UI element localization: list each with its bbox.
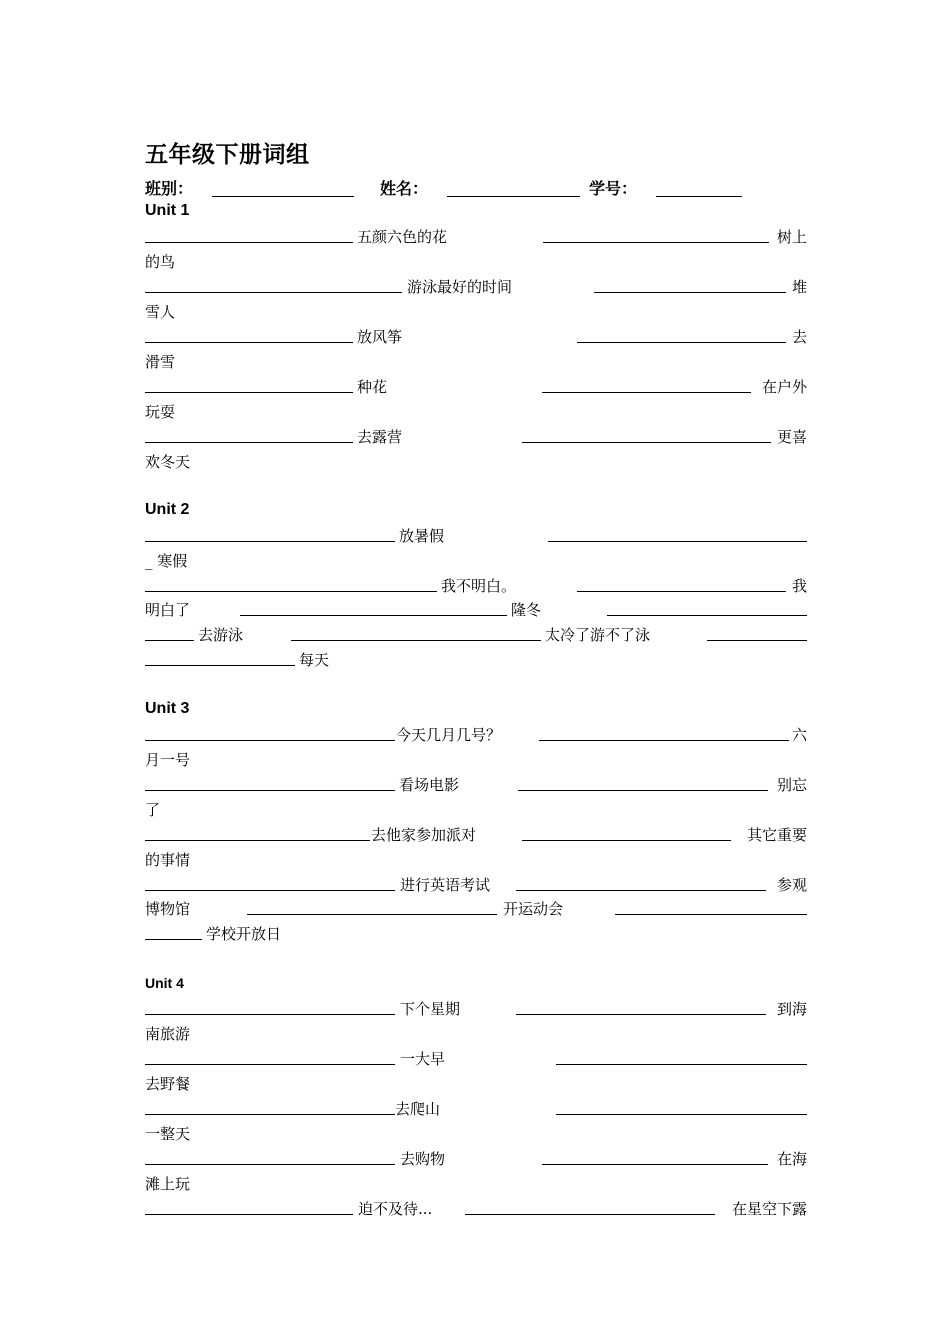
- unit-4-row-8: [145, 1172, 807, 1196]
- unit-1-row-3: [145, 275, 807, 299]
- answer-blank[interactable]: [145, 640, 194, 641]
- answer-blank[interactable]: [548, 541, 807, 542]
- unit-2-row-6: [145, 648, 807, 672]
- unit-4-row-5: [145, 1097, 807, 1121]
- unit-1-row-5: [145, 325, 807, 349]
- phrase: 月一号: [145, 751, 191, 769]
- phrase: 一大早: [400, 1050, 446, 1068]
- unit-4-row-4: [145, 1072, 807, 1096]
- class-blank[interactable]: [212, 196, 354, 197]
- unit-4-row-6: [145, 1122, 807, 1146]
- answer-blank[interactable]: [145, 1214, 353, 1215]
- phrase: 我不明白。: [441, 577, 517, 595]
- name-blank[interactable]: [447, 196, 580, 197]
- phrase: 去: [791, 328, 807, 346]
- phrase: 到海: [776, 1000, 807, 1018]
- answer-blank[interactable]: [516, 890, 766, 891]
- phrase: 南旅游: [145, 1025, 191, 1043]
- phrase: 六: [791, 726, 807, 744]
- phrase: 太冷了游不了泳: [545, 626, 651, 644]
- name-label: 姓名：: [380, 179, 429, 198]
- answer-blank[interactable]: [145, 342, 353, 343]
- phrase: 明白了: [145, 601, 191, 619]
- answer-blank[interactable]: [615, 914, 807, 915]
- phrase: 去他家参加派对: [371, 826, 477, 844]
- answer-blank[interactable]: [145, 292, 402, 293]
- answer-blank[interactable]: [594, 292, 786, 293]
- phrase: 博物馆: [145, 900, 191, 918]
- answer-blank[interactable]: [240, 615, 507, 616]
- phrase: 在星空下露: [731, 1200, 807, 1218]
- answer-blank[interactable]: [556, 1114, 807, 1115]
- phrase: 学校开放日: [206, 925, 282, 943]
- phrase: 放风筝: [357, 328, 403, 346]
- phrase: 迫不及待...: [358, 1200, 433, 1218]
- phrase: 别忘: [776, 776, 807, 794]
- answer-blank[interactable]: [516, 1014, 766, 1015]
- answer-blank[interactable]: [291, 640, 541, 641]
- unit-3-row-3: [145, 773, 807, 797]
- phrase: 去游泳: [198, 626, 244, 644]
- answer-blank[interactable]: [247, 914, 497, 915]
- unit-2-row-2: [145, 549, 807, 573]
- phrase: 我: [791, 577, 807, 595]
- phrase: 雪人: [145, 303, 176, 321]
- answer-blank[interactable]: [145, 1014, 395, 1015]
- phrase: 参观: [776, 876, 807, 894]
- answer-blank[interactable]: [707, 640, 807, 641]
- answer-blank[interactable]: [145, 665, 295, 666]
- phrase: 每天: [299, 651, 330, 669]
- phrase: 在户外: [761, 378, 807, 396]
- answer-blank[interactable]: [145, 1164, 395, 1165]
- page-title: 五年级下册词组: [145, 142, 310, 168]
- unit-1-row-8: [145, 400, 807, 424]
- phrase: 放暑假: [399, 527, 445, 545]
- unit-1-row-4: [145, 300, 807, 324]
- unit-1-row-2: [145, 250, 807, 274]
- answer-blank[interactable]: [145, 890, 395, 891]
- phrase: 进行英语考试: [400, 876, 491, 894]
- unit-2-row-5: [145, 623, 807, 647]
- answer-blank[interactable]: [543, 242, 769, 243]
- unit-4-row-9: [145, 1197, 807, 1221]
- unit-1-row-7: [145, 375, 807, 399]
- unit-4-row-3: [145, 1047, 807, 1071]
- unit-3-row-8: [145, 897, 807, 921]
- unit-2-row-1: [145, 524, 807, 548]
- answer-blank[interactable]: [145, 840, 370, 841]
- answer-blank[interactable]: [577, 591, 786, 592]
- answer-blank[interactable]: [577, 342, 786, 343]
- answer-blank[interactable]: [145, 1114, 395, 1115]
- answer-blank[interactable]: [607, 615, 807, 616]
- phrase: 一整天: [145, 1125, 191, 1143]
- class-label: 班别：: [145, 179, 194, 198]
- answer-blank[interactable]: [145, 1064, 395, 1065]
- phrase: 种花: [357, 378, 388, 396]
- unit-4-row-1: [145, 997, 807, 1021]
- phrase: 玩耍: [145, 403, 176, 421]
- answer-blank[interactable]: [145, 790, 395, 791]
- answer-blank[interactable]: [145, 392, 353, 393]
- number-blank[interactable]: [656, 196, 742, 197]
- unit-1-row-10: [145, 450, 807, 474]
- phrase: 去野餐: [145, 1075, 191, 1093]
- answer-blank[interactable]: [145, 939, 202, 940]
- unit-2-row-4: [145, 598, 807, 622]
- phrase: 了: [145, 801, 161, 819]
- phrase: 更喜: [776, 428, 807, 446]
- phrase: 去购物: [400, 1150, 446, 1168]
- unit-2-row-3: [145, 574, 807, 598]
- answer-blank[interactable]: [542, 1164, 768, 1165]
- answer-blank[interactable]: [522, 840, 731, 841]
- phrase: 欢冬天: [145, 453, 191, 471]
- phrase: _ 寒假: [145, 552, 188, 570]
- answer-blank[interactable]: [556, 1064, 807, 1065]
- answer-blank[interactable]: [465, 1214, 715, 1215]
- answer-blank[interactable]: [518, 790, 768, 791]
- unit-3-row-4: [145, 798, 807, 822]
- unit-4-row-7: [145, 1147, 807, 1171]
- phrase: 开运动会: [503, 900, 564, 918]
- phrase: 其它重要: [746, 826, 807, 844]
- phrase: 去露营: [357, 428, 403, 446]
- phrase: 下个星期: [400, 1000, 461, 1018]
- answer-blank[interactable]: [145, 740, 395, 741]
- phrase: 的鸟: [145, 253, 176, 271]
- phrase: 树上: [776, 228, 807, 246]
- answer-blank[interactable]: [145, 541, 395, 542]
- phrase: 滩上玩: [145, 1175, 191, 1193]
- answer-blank[interactable]: [145, 591, 437, 592]
- unit-1-heading: Unit 1: [145, 202, 190, 219]
- phrase: 游泳最好的时间: [407, 278, 513, 296]
- unit-1-row-6: [145, 350, 807, 374]
- unit-3-row-6: [145, 848, 807, 872]
- phrase: 隆冬: [511, 601, 542, 619]
- unit-3-heading: Unit 3: [145, 700, 190, 717]
- phrase: 滑雪: [145, 353, 176, 371]
- phrase: 今天几月几号？: [396, 726, 502, 744]
- phrase: 五颜六色的花: [357, 228, 448, 246]
- unit-4-row-2: [145, 1022, 807, 1046]
- unit-3-row-2: [145, 748, 807, 772]
- unit-2-heading: Unit 2: [145, 501, 190, 518]
- unit-1-row-9: [145, 425, 807, 449]
- unit-4-heading: Unit 4: [145, 975, 184, 991]
- answer-blank[interactable]: [522, 442, 771, 443]
- answer-blank[interactable]: [145, 442, 353, 443]
- phrase: 看场电影: [399, 776, 460, 794]
- unit-3-row-7: [145, 873, 807, 897]
- phrase: 去爬山: [395, 1100, 441, 1118]
- phrase: 在海: [776, 1150, 807, 1168]
- unit-1-row-1: [145, 225, 807, 249]
- phrase: 堆: [791, 278, 807, 296]
- answer-blank[interactable]: [145, 242, 353, 243]
- phrase: 的事情: [145, 851, 191, 869]
- unit-3-row-1: [145, 723, 807, 747]
- number-label: 学号：: [589, 179, 638, 198]
- unit-3-row-9: [145, 922, 807, 946]
- answer-blank[interactable]: [542, 392, 751, 393]
- answer-blank[interactable]: [539, 740, 789, 741]
- unit-3-row-5: [145, 823, 807, 847]
